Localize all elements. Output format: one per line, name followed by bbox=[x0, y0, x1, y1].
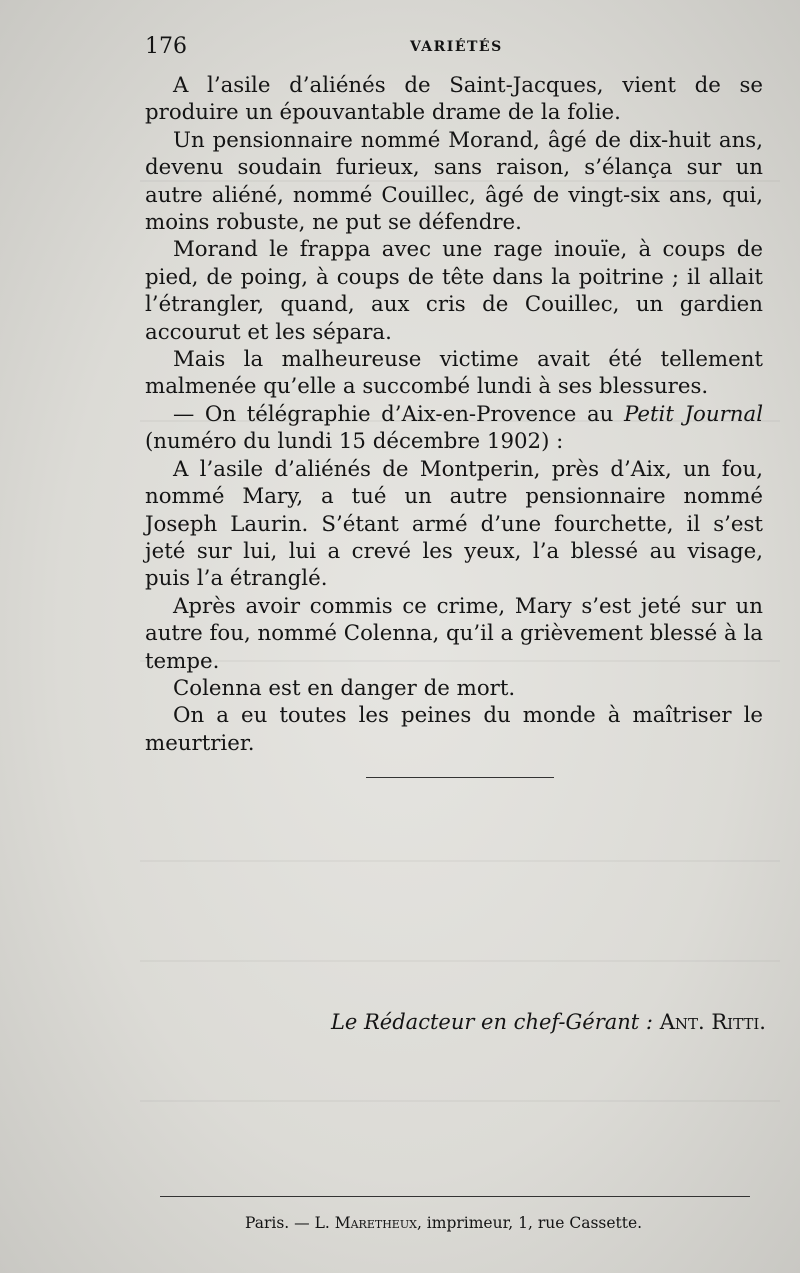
imprint-suffix: , imprimeur, 1, rue Cassette. bbox=[416, 1214, 643, 1232]
paragraph: On a eu toutes les peines du monde à maîtriser le meurtrier. bbox=[145, 703, 763, 756]
paragraph: Après avoir commis ce crime, Mary s’est jeté sur un autre fou, nommé Colenna, qu’il a grièvement blessé à la tempe. bbox=[145, 593, 763, 674]
paragraph: A l’asile d’aliénés de Saint-Jacques, vient de se produire un épouvantable drame de la folie. bbox=[145, 73, 763, 126]
page-header bbox=[145, 34, 765, 64]
paragraph bbox=[145, 401, 763, 456]
paragraph: Colenna est en danger de mort. bbox=[173, 675, 516, 701]
page-number: 176 bbox=[145, 34, 187, 59]
paragraph: A l’asile d’aliénés de Montperin, près d’Aix, un fou, nommé Mary, a tué un autre pensionnaire nommé Joseph Laurin. S’étant armé d’une fourchette, il s’est jeté sur lui, lui a crevé les yeux, l’a blessé au visage, puis l’a étranglé. bbox=[145, 456, 763, 592]
signature-last-name: Ritti. bbox=[711, 1010, 766, 1034]
signature-title: Le Rédacteur en chef-Gérant : bbox=[330, 1010, 653, 1034]
show-through bbox=[140, 860, 780, 862]
show-through bbox=[140, 960, 780, 962]
footer-divider bbox=[160, 1196, 750, 1197]
paragraph: Morand le frappa avec une rage inouïe, à coups de pied, de poing, à coups de tête dans la poitrine ; il allait l’étrangler, quand, aux cris de Couillec, un gardien accourut et les sépara. bbox=[145, 237, 763, 345]
paragraph-text: — On télégraphie d’Aix-en-Provence au bbox=[173, 401, 624, 427]
paragraph-text: (numéro du lundi 15 décembre 1902) : bbox=[145, 429, 564, 455]
editor-signature bbox=[331, 1010, 766, 1034]
show-through bbox=[140, 1100, 780, 1102]
paragraph: Mais la malheureuse victime avait été tellement malmenée qu’elle a succombé lundi à ses blessures. bbox=[145, 347, 763, 400]
running-title: VARIÉTÉS bbox=[410, 39, 503, 55]
paragraph: Un pensionnaire nommé Morand, âgé de dix-huit ans, devenu soudain furieux, sans raison, s’élança sur un autre aliéné, nommé Couillec, âgé de vingt-six ans, qui, moins robuste, ne put se défendre. bbox=[145, 127, 763, 236]
printer-imprint bbox=[245, 1214, 642, 1232]
signature-first-name: Ant. bbox=[659, 1010, 705, 1034]
imprint-printer: Maretheux bbox=[334, 1214, 417, 1232]
section-divider bbox=[366, 777, 554, 778]
imprint-prefix: Paris. — L. bbox=[245, 1214, 335, 1232]
article-body bbox=[145, 72, 763, 757]
newspaper-title: Petit Journal bbox=[624, 401, 764, 427]
